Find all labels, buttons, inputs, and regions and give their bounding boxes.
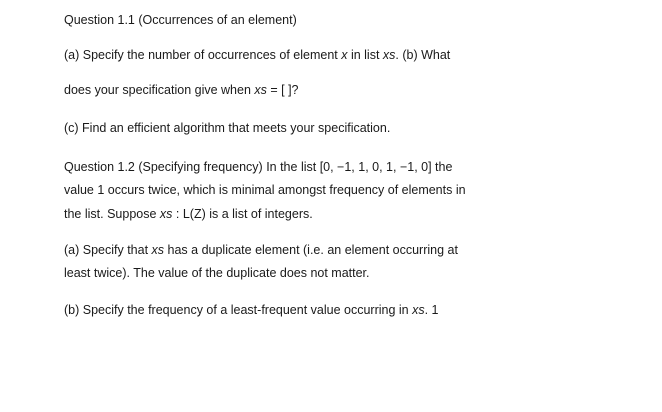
question-1-1-title: Question 1.1 (Occurrences of an element) [64, 13, 297, 27]
question-1-2-intro-line-2: value 1 occurs twice, which is minimal amongst frequency of elements in [64, 183, 466, 197]
text-segment: . (b) What [395, 48, 451, 62]
question-1-2-intro-line-3 [64, 206, 313, 222]
question-1-2-part-a-line-1 [64, 242, 458, 258]
math-variable-xs: xs [159, 207, 173, 221]
math-variable-xs: xs [151, 243, 165, 257]
text-segment: (a) Specify that [64, 243, 152, 257]
text-segment: = [ ]? [266, 83, 299, 97]
text-segment: . 1 [424, 303, 439, 317]
question-1-2-part-b-line [64, 302, 439, 318]
question-1-2-intro-line-1: Question 1.2 (Specifying frequency) In the list [0, −1, 1, 0, 1, −1, 0] the [64, 160, 453, 174]
text-segment: has a duplicate element (i.e. an element occurring at [164, 243, 458, 257]
text-segment: does your specification give when [64, 83, 255, 97]
question-1-1-part-c-line: (c) Find an efficient algorithm that meets your specification. [64, 121, 391, 135]
question-1-1-part-b-line [64, 82, 299, 98]
math-variable-x: x [341, 48, 348, 62]
math-variable-xs: xs [412, 303, 425, 317]
question-1-2-part-a-line-2: least twice). The value of the duplicate does not matter. [64, 266, 370, 280]
text-segment: (b) Specify the frequency of a least-frequent value occurring in [64, 303, 413, 317]
math-variable-xs: xs [254, 83, 267, 97]
text-segment: in list [347, 48, 383, 62]
text-segment: the list. Suppose [64, 207, 160, 221]
text-segment: (a) Specify the number of occurrences of element [64, 48, 342, 62]
math-variable-xs: xs [382, 48, 396, 62]
question-1-1-part-a-line-1 [64, 47, 450, 63]
text-segment: : L(Z) is a list of integers. [172, 207, 313, 221]
